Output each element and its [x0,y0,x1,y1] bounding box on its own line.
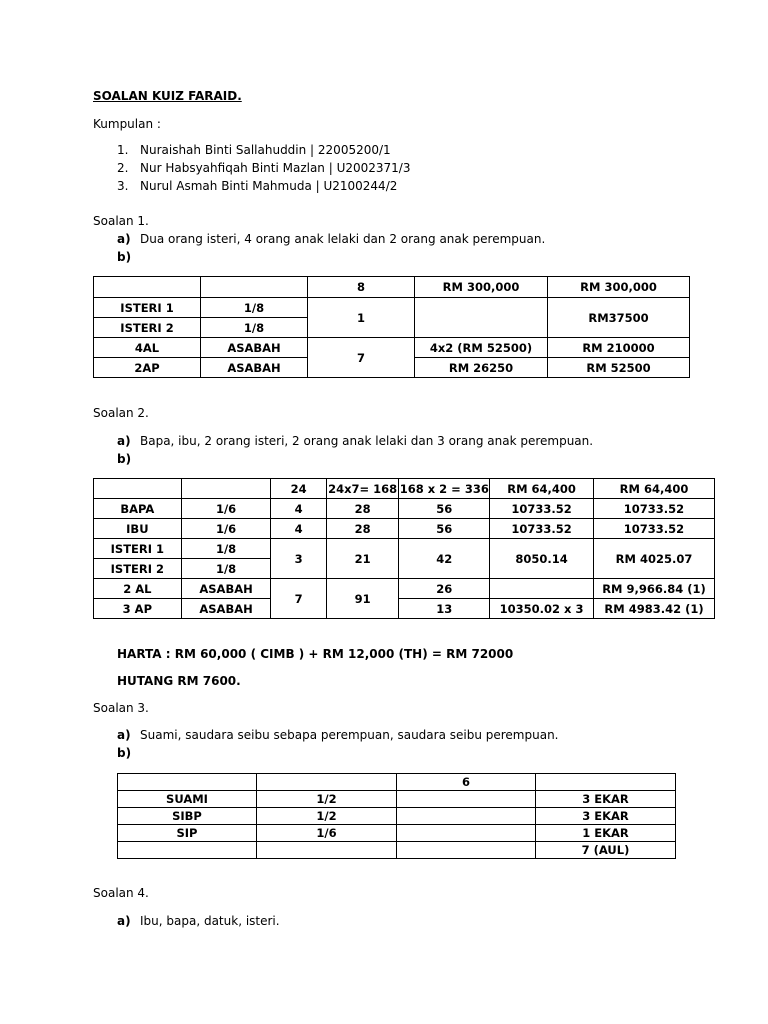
table-cell: 4 [271,499,326,519]
table-cell: 1/8 [201,298,308,318]
table-row [118,808,676,825]
table-cell: SIP [118,825,257,842]
q4-a-label: a) [117,914,131,928]
table-row [118,842,676,859]
q1-a-text: Dua orang isteri, 4 orang anak lelaki dan 2 orang anak perempuan. [140,232,546,246]
member-text: Nurul Asmah Binti Mahmuda | U2100244/2 [140,179,398,193]
member-item [117,160,411,176]
table-cell [397,825,536,842]
q3-a-label: a) [117,728,131,742]
q3-a-text: Suami, saudara seibu sebapa perempuan, saudara seibu perempuan. [140,728,559,742]
table-cell: 1/8 [181,559,271,579]
table-cell [397,842,536,859]
table-cell: ASABAH [201,338,308,358]
table-cell: 168 x 2 = 336 [399,479,490,499]
table-cell: RM 300,000 [415,277,548,298]
table-cell: 1/6 [257,825,397,842]
table-cell: 56 [399,499,490,519]
table-cell [397,808,536,825]
table-cell: 42 [399,539,490,579]
table-cell: BAPA [94,499,182,519]
table-row [94,479,715,499]
q2-b-label: b) [117,452,132,466]
table-cell: 10733.52 [490,499,594,519]
q3-table [117,773,676,859]
table-cell: 1 EKAR [536,825,676,842]
table-cell: RM 4983.42 (1) [593,599,714,619]
table-cell [201,277,308,298]
table-cell: RM 64,400 [593,479,714,499]
table-cell: 8 [308,277,415,298]
table-cell: RM37500 [548,298,690,338]
q2-part-a [117,433,593,449]
table-cell: IBU [94,519,182,539]
table-cell [415,298,548,338]
table-cell: 10350.02 x 3 [490,599,594,619]
table-cell: ISTERI 2 [94,318,201,338]
table-cell [94,277,201,298]
table-row [94,539,715,559]
table-cell: 26 [399,579,490,599]
table-cell [257,842,397,859]
table-row [94,298,690,318]
table-cell: ASABAH [201,358,308,378]
table-cell: ISTERI 1 [94,539,182,559]
table-cell: ISTERI 1 [94,298,201,318]
table-cell: 4AL [94,338,201,358]
table-cell: 10733.52 [593,499,714,519]
table-cell: RM 64,400 [490,479,594,499]
table-row [94,519,715,539]
table-cell: 2 AL [94,579,182,599]
table-cell: 28 [326,499,399,519]
table-row [118,791,676,808]
q4-a-text: Ibu, bapa, datuk, isteri. [140,914,280,928]
table-cell: 1/8 [181,539,271,559]
table-cell: 8050.14 [490,539,594,579]
table-row [94,338,690,358]
table-row [94,277,690,298]
q3-part-b [117,745,140,761]
table-cell: 91 [326,579,399,619]
q4-part-a [117,913,280,929]
table-cell: ISTERI 2 [94,559,182,579]
table-cell: RM 9,966.84 (1) [593,579,714,599]
table-cell: RM 52500 [548,358,690,378]
table-row [94,599,715,619]
table-cell: 21 [326,539,399,579]
table-cell: RM 4025.07 [593,539,714,579]
q4-heading: Soalan 4. [93,886,149,900]
table-cell: 10733.52 [490,519,594,539]
table-cell: 1 [308,298,415,338]
table-cell: RM 210000 [548,338,690,358]
q1-heading: Soalan 1. [93,214,149,228]
table-cell: 3 EKAR [536,808,676,825]
table-cell: SIBP [118,808,257,825]
table-cell [490,579,594,599]
q2-heading: Soalan 2. [93,406,149,420]
q2-harta: HARTA : RM 60,000 ( CIMB ) + RM 12,000 (TH) = RM 72000 [117,647,514,661]
q1-part-a [117,231,545,247]
table-cell [94,479,182,499]
member-text: Nur Habsyahfiqah Binti Mazlan | U2002371/3 [140,161,411,175]
q1-b-label: b) [117,250,132,264]
table-cell: 56 [399,519,490,539]
table-cell: 3 AP [94,599,182,619]
table-cell: 24x7= 168 [326,479,399,499]
table-cell: 1/8 [201,318,308,338]
table-cell: RM 26250 [415,358,548,378]
table-cell: ASABAH [181,599,271,619]
member-number: 3. [117,179,129,193]
table-cell: SUAMI [118,791,257,808]
table-row [94,579,715,599]
member-number: 1. [117,143,129,157]
table-cell: 7 (AUL) [536,842,676,859]
q1-part-b [117,249,140,265]
table-cell: 1/2 [257,808,397,825]
group-label: Kumpulan : [93,117,161,131]
table-cell: 3 [271,539,326,579]
table-cell: 13 [399,599,490,619]
q2-a-label: a) [117,434,131,448]
table-cell: RM 300,000 [548,277,690,298]
table-cell: 1/2 [257,791,397,808]
member-text: Nuraishah Binti Sallahuddin | 22005200/1 [140,143,391,157]
q3-part-a [117,727,559,743]
table-cell: 7 [308,338,415,378]
q1-table [93,276,690,378]
q2-part-b [117,451,140,467]
table-row [118,825,676,842]
table-cell [181,479,271,499]
member-item [117,178,397,194]
table-cell [118,774,257,791]
q3-heading: Soalan 3. [93,701,149,715]
table-cell [257,774,397,791]
table-cell: 3 EKAR [536,791,676,808]
member-item [117,142,391,158]
member-number: 2. [117,161,129,175]
table-cell: 1/6 [181,519,271,539]
q2-table [93,478,715,619]
document-title: SOALAN KUIZ FARAID. [93,89,242,103]
q2-a-text: Bapa, ibu, 2 orang isteri, 2 orang anak lelaki dan 3 orang anak perempuan. [140,434,594,448]
table-cell: 24 [271,479,326,499]
q3-b-label: b) [117,746,132,760]
q1-a-label: a) [117,232,131,246]
q2-hutang: HUTANG RM 7600. [117,674,241,688]
table-cell: 6 [397,774,536,791]
table-cell [397,791,536,808]
table-cell: 4 [271,519,326,539]
table-cell: 28 [326,519,399,539]
table-row [118,774,676,791]
table-cell: 1/6 [181,499,271,519]
table-cell: ASABAH [181,579,271,599]
table-row [94,499,715,519]
table-cell: 4x2 (RM 52500) [415,338,548,358]
table-cell: 2AP [94,358,201,378]
table-cell [118,842,257,859]
table-cell: 7 [271,579,326,619]
table-cell [536,774,676,791]
table-cell: 10733.52 [593,519,714,539]
